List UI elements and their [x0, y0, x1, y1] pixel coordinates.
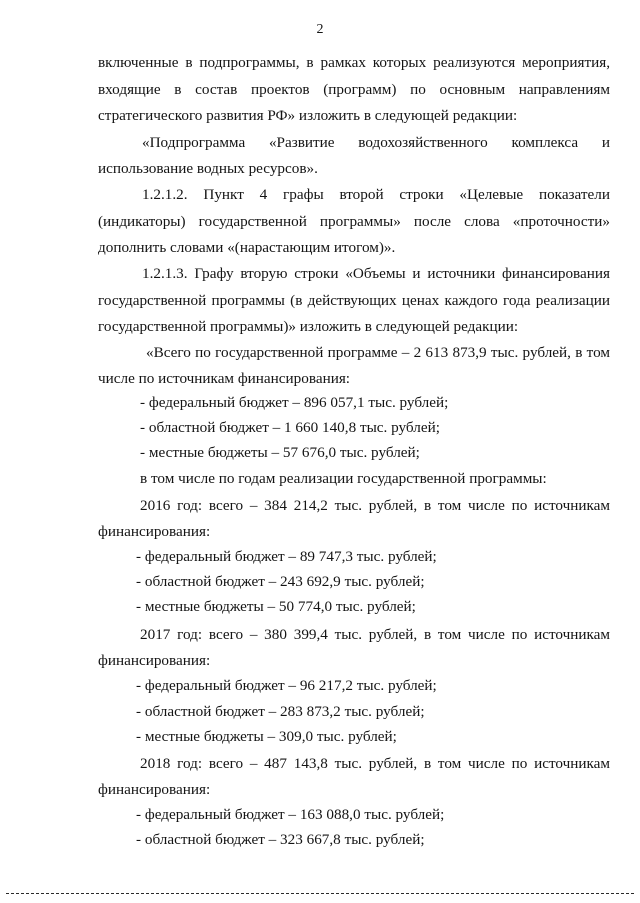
- text-line: входящие в состав проектов (программ) по основным направлениям: [98, 81, 610, 98]
- text-line: - местные бюджеты – 50 774,0 тыс. рублей;: [136, 598, 416, 615]
- text-line: 2016 год: всего – 384 214,2 тыс. рублей, в том числе по источникам: [140, 497, 610, 514]
- text-line: - областной бюджет – 243 692,9 тыс. рублей;: [136, 573, 425, 590]
- text-line: 1.2.1.2. Пункт 4 графы второй строки «Целевые показатели: [142, 186, 610, 203]
- text-line: дополнить словами «(нарастающим итогом)».: [98, 239, 396, 256]
- text-line: государственной программы (в действующих ценах каждого года реализации: [98, 292, 610, 309]
- text-line: - областной бюджет – 1 660 140,8 тыс. рублей;: [140, 419, 440, 436]
- text-line: (индикаторы) государственной программы» после слова «проточности»: [98, 213, 610, 230]
- page-bottom-edge: [6, 893, 634, 894]
- page-number: 2: [316, 22, 324, 37]
- text-line: в том числе по годам реализации государственной программы:: [140, 470, 547, 487]
- text-line: - федеральный бюджет – 163 088,0 тыс. рублей;: [136, 806, 445, 823]
- text-line: - местные бюджеты – 57 676,0 тыс. рублей;: [140, 444, 420, 461]
- text-line: - федеральный бюджет – 89 747,3 тыс. рублей;: [136, 548, 437, 565]
- text-line: финансирования:: [98, 523, 211, 540]
- text-line: использование водных ресурсов».: [98, 160, 318, 177]
- text-line: государственной программы)» изложить в следующей редакции:: [98, 318, 519, 335]
- text-line: - федеральный бюджет – 96 217,2 тыс. рублей;: [136, 677, 437, 694]
- text-line: стратегического развития РФ» изложить в следующей редакции:: [98, 107, 518, 124]
- text-line: 2017 год: всего – 380 399,4 тыс. рублей, в том числе по источникам: [140, 626, 610, 643]
- text-line: финансирования:: [98, 781, 211, 798]
- text-line: 2018 год: всего – 487 143,8 тыс. рублей, в том числе по источникам: [140, 755, 610, 772]
- text-line: числе по источникам финансирования:: [98, 370, 351, 387]
- text-line: финансирования:: [98, 652, 211, 669]
- text-line: - областной бюджет – 283 873,2 тыс. рублей;: [136, 703, 425, 720]
- text-line: - местные бюджеты – 309,0 тыс. рублей;: [136, 728, 397, 745]
- text-line: - федеральный бюджет – 896 057,1 тыс. рублей;: [140, 394, 449, 411]
- text-line: 1.2.1.3. Графу вторую строки «Объемы и источники финансирования: [142, 265, 610, 282]
- text-line: - областной бюджет – 323 667,8 тыс. рублей;: [136, 831, 425, 848]
- text-line: «Всего по государственной программе – 2 613 873,9 тыс. рублей, в том: [146, 344, 610, 361]
- text-line: включенные в подпрограммы, в рамках которых реализуются мероприятия,: [98, 54, 610, 71]
- text-line: «Подпрограмма «Развитие водохозяйственного комплекса и: [142, 134, 610, 151]
